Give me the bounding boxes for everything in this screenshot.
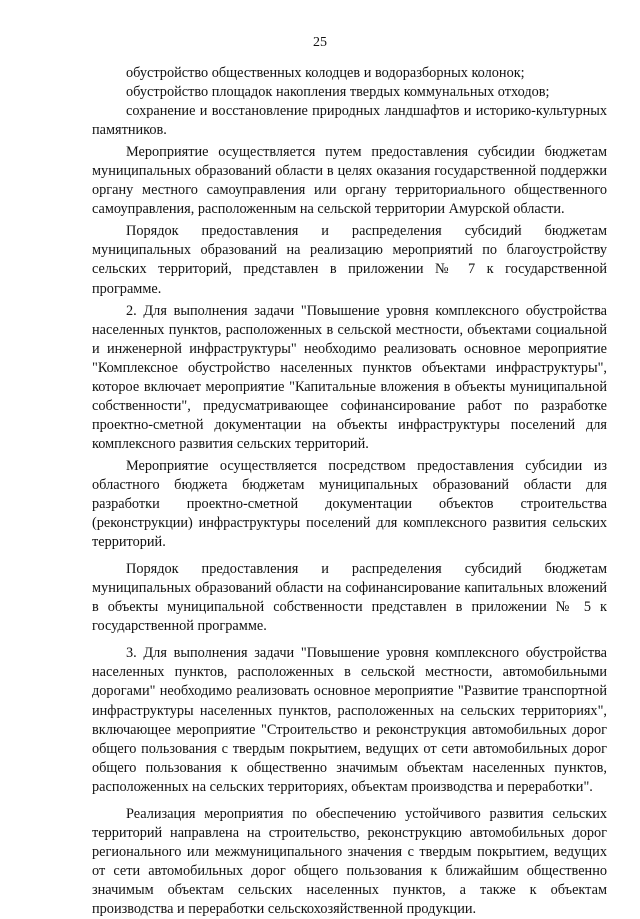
paragraph-3: сохранение и восстановление природных ландшафтов и историко-культурных памятников. — [92, 103, 607, 139]
paragraph-5: Порядок предоставления и распределения субсидий бюджетам муниципальных образований на реализацию мероприятий по благоустройству сельских территорий, представлен в приложении № 7 к государственной программе. — [92, 223, 607, 297]
paragraph-2: обустройство площадок накопления твердых коммунальных отходов; — [126, 84, 550, 101]
document-body — [92, 64, 607, 919]
paragraph-6: 2. Для выполнения задачи "Повышение уровня комплексного обустройства населенных пунктов, расположенных в сельской местности, объектами социальной и инженерной инфраструктуры" необходимо реализовать основное мероприятие "Комплексное обустройство населенных пунктов объектами инфраструктуры", которое включает мероприятие "Капитальные вложения в объекты муниципальной собственности", предусматривающее софинансирование работ по разработке проектно-сметной документации на объекты инфраструктуры поселений для комплексного развития сельских территорий. — [92, 302, 607, 452]
page-number: 25 — [313, 35, 327, 50]
paragraph-9: 3. Для выполнения задачи "Повышение уровня комплексного обустройства населенных пунктов, расположенных в сельской местности, автомобильными дорогами" необходимо реализовать основное мероприятие "Развитие транспортной инфраструктуры населенных пунктов, расположенных на сельских территориях", включающее мероприятие "Строительство и реконструкция автомобильных дорог общего пользования с твердым покрытием, ведущих от сети автомобильных дорог общего пользования к общественно значимым объектам населенных пунктов, расположенных на сельских территориях, объектам производства и переработки". — [92, 645, 607, 795]
paragraph-4: Мероприятие осуществляется путем предоставления субсидии бюджетам муниципальных образований области в целях оказания государственной поддержки органу местного самоуправления или органу территориального общественного самоуправления, расположенным на сельской территории Амурской области. — [92, 144, 607, 218]
paragraph-8: Порядок предоставления и распределения субсидий бюджетам муниципальных образований области на софинансирование капитальных вложений в объекты муниципальной собственности представлен в приложении № 5 к государственной программе. — [92, 561, 607, 635]
paragraph-10: Реализация мероприятия по обеспечению устойчивого развития сельских территорий направлена на строительство, реконструкцию автомобильных дорог регионального или межмуниципального значения с твердым покрытием, ведущих от сети автомобильных дорог общего пользования к ближайшим общественно значимым объектам сельских населенных пунктов, а также к объектам производства и переработки сельскохозяйственной продукции. — [92, 805, 607, 917]
paragraph-7: Мероприятие осуществляется посредством предоставления субсидии из областного бюджета бюджетам муниципальных образований области для разработки проектно-сметной документации объектов строительства (реконструкции) инфраструктуры поселений для комплексного развития сельских территорий. — [92, 457, 607, 551]
paragraph-1: обустройство общественных колодцев и водоразборных колонок; — [126, 65, 525, 81]
